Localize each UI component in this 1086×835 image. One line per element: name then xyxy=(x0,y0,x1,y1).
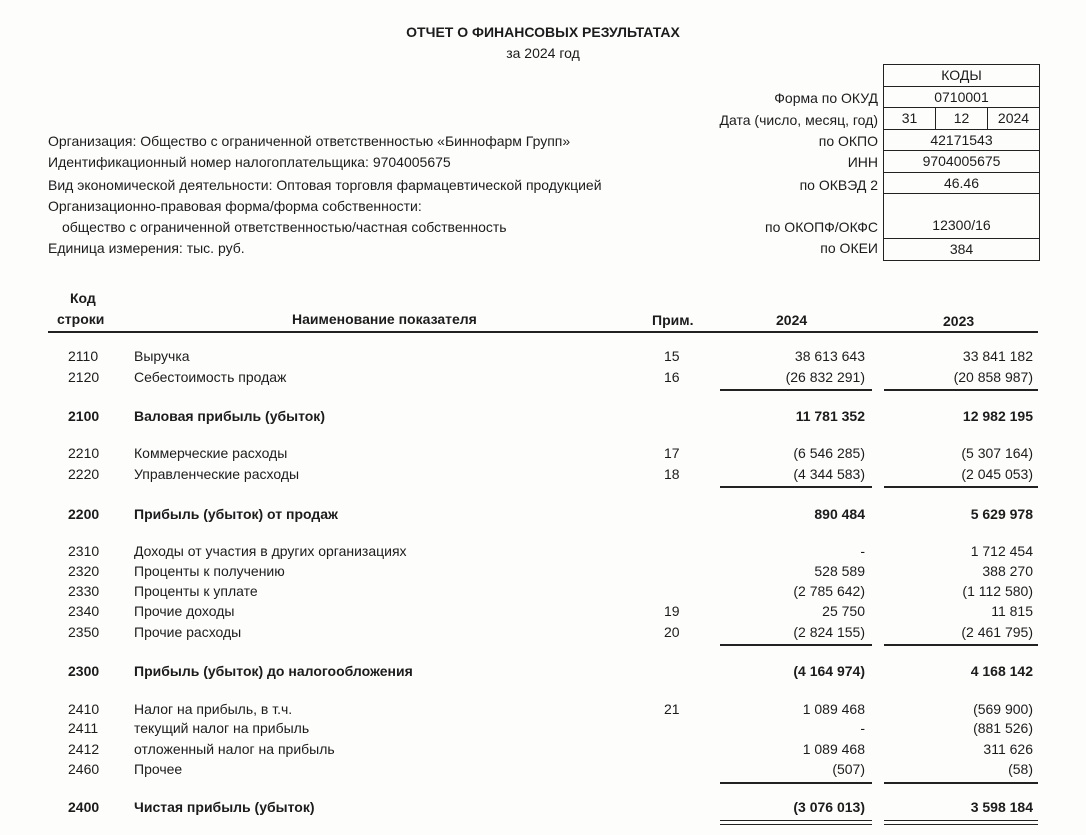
row-name: Проценты к уплате xyxy=(134,583,258,599)
okved-row xyxy=(884,173,1039,195)
okei-row xyxy=(884,239,1039,261)
table-row xyxy=(0,466,1086,486)
row-name: Чистая прибыль (убыток) xyxy=(134,799,315,815)
subtotal-underline xyxy=(720,486,872,488)
okud-label: Форма по ОКУД xyxy=(774,90,878,106)
row-note: 18 xyxy=(664,466,680,482)
subtotal-underline xyxy=(720,389,872,391)
codes-table xyxy=(883,64,1040,261)
legal-form-value: общество с ограниченной ответственностью/частная собственность xyxy=(62,219,507,235)
row-value-2023: 12 982 195 xyxy=(962,408,1033,424)
row-name: Прочие расходы xyxy=(134,624,242,640)
row-note: 21 xyxy=(664,701,680,717)
row-code: 2210 xyxy=(68,445,100,461)
okopf-label: по ОКОПФ/ОКФС xyxy=(765,219,878,235)
row-value-2024: (4 344 583) xyxy=(793,466,865,482)
col-code-header-2: строки xyxy=(57,311,105,327)
col-2023-header: 2023 xyxy=(943,313,975,329)
row-value-2023: 311 626 xyxy=(983,741,1033,757)
row-name: Коммерческие расходы xyxy=(134,445,288,461)
inn-value: 9704005675 xyxy=(922,153,1001,169)
row-name: отложенный налог на прибыль xyxy=(134,741,335,757)
header-divider xyxy=(48,331,1038,333)
legal-form-label: Организационно-правовая форма/форма собственности: xyxy=(48,198,422,214)
row-name: Себестоимость продаж xyxy=(134,369,287,385)
inn-label: ИНН xyxy=(847,154,878,170)
row-value-2024: 1 089 468 xyxy=(802,741,865,757)
table-row xyxy=(0,720,1086,740)
subtotal-underline xyxy=(720,782,872,784)
subtotal-underline xyxy=(884,644,1038,646)
table-row xyxy=(0,445,1086,465)
row-name: Доходы от участия в других организациях xyxy=(134,543,407,559)
row-value-2023: 5 629 978 xyxy=(970,506,1033,522)
row-value-2023: (58) xyxy=(1008,761,1033,777)
subtotal-underline xyxy=(884,782,1038,784)
row-name: Прочие доходы xyxy=(134,603,235,619)
subtotal-underline xyxy=(884,389,1038,391)
okud-value: 0710001 xyxy=(934,88,989,105)
row-code: 2200 xyxy=(68,506,100,522)
row-value-2024: (4 164 974) xyxy=(793,663,865,679)
subtotal-underline xyxy=(720,644,872,646)
row-value-2024: (2 824 155) xyxy=(793,624,865,640)
row-code: 2320 xyxy=(68,563,100,579)
row-value-2023: (1 112 580) xyxy=(962,583,1033,599)
row-value-2024: 25 750 xyxy=(822,603,865,619)
okpo-label: по ОКПО xyxy=(818,133,878,149)
col-note-header: Прим. xyxy=(652,312,694,328)
row-value-2023: (5 307 164) xyxy=(961,445,1033,461)
row-value-2024: 1 089 468 xyxy=(802,701,865,717)
row-value-2024: (2 785 642) xyxy=(793,583,865,599)
row-code: 2350 xyxy=(68,624,100,640)
taxpayer-id: Идентификационный номер налогоплательщика: 9704005675 xyxy=(48,154,451,170)
row-value-2024: (6 546 285) xyxy=(793,445,865,461)
col-2024-header: 2024 xyxy=(776,312,808,328)
table-row xyxy=(0,543,1086,563)
row-value-2024: (26 832 291) xyxy=(785,369,865,385)
table-row xyxy=(0,761,1086,781)
row-code: 2110 xyxy=(68,348,99,364)
table-row-total xyxy=(0,408,1086,428)
okopf-value: 12300/16 xyxy=(932,217,991,233)
row-note: 15 xyxy=(664,348,680,364)
report-period: за 2024 год xyxy=(506,45,580,61)
table-row xyxy=(0,741,1086,761)
okved-value: 46.46 xyxy=(943,174,980,191)
row-value-2023: 388 270 xyxy=(982,563,1033,579)
table-row xyxy=(0,701,1086,721)
report-title: ОТЧЕТ О ФИНАНСОВЫХ РЕЗУЛЬТАТАХ xyxy=(406,24,680,40)
row-note: 16 xyxy=(664,369,680,385)
row-code: 2411 xyxy=(68,720,99,736)
row-value-2023: 11 815 xyxy=(991,603,1033,619)
row-value-2023: (2 461 795) xyxy=(961,624,1033,640)
table-row xyxy=(0,603,1086,623)
okopf-row xyxy=(884,194,1039,239)
row-value-2023: 4 168 142 xyxy=(970,663,1033,679)
table-row xyxy=(0,624,1086,644)
row-name: Прибыль (убыток) от продаж xyxy=(134,506,338,522)
row-code: 2330 xyxy=(68,583,100,599)
codes-header: КОДЫ xyxy=(941,67,982,83)
row-value-2023: (881 526) xyxy=(973,720,1033,736)
row-value-2023: (2 045 053) xyxy=(961,466,1033,482)
col-code-header-1: Код xyxy=(70,290,96,306)
row-value-2024: 890 484 xyxy=(814,506,865,522)
row-code: 2300 xyxy=(68,663,100,679)
row-name: Выручка xyxy=(134,348,190,364)
row-name: Управленческие расходы xyxy=(134,466,300,482)
row-value-2024: 528 589 xyxy=(814,563,865,579)
row-code: 2460 xyxy=(68,761,100,777)
row-code: 2310 xyxy=(68,543,100,559)
row-value-2023: 3 598 184 xyxy=(970,799,1033,815)
row-code: 2340 xyxy=(68,603,100,619)
table-row xyxy=(0,348,1086,368)
row-name: текущий налог на прибыль xyxy=(134,720,310,736)
measurement-unit: Единица измерения: тыс. руб. xyxy=(48,240,245,256)
row-code: 2410 xyxy=(68,701,100,717)
date-label: Дата (число, месяц, год) xyxy=(719,112,878,128)
row-value-2024: - xyxy=(860,720,865,736)
row-code: 2100 xyxy=(68,408,100,424)
row-value-2023: 33 841 182 xyxy=(962,348,1033,364)
row-code: 2400 xyxy=(68,799,100,815)
okei-label: по ОКЕИ xyxy=(820,240,878,256)
row-value-2024: (3 076 013) xyxy=(793,799,865,815)
date-row xyxy=(884,108,1039,130)
table-row xyxy=(0,563,1086,583)
subtotal-underline xyxy=(884,486,1038,488)
table-row xyxy=(0,583,1086,603)
row-value-2024: (507) xyxy=(832,761,865,777)
col-name-header: Наименование показателя xyxy=(292,311,477,327)
row-value-2023: (569 900) xyxy=(973,701,1033,717)
row-name: Проценты к получению xyxy=(134,563,285,579)
row-value-2024: 11 781 352 xyxy=(795,408,865,424)
table-row xyxy=(0,369,1086,389)
okpo-row xyxy=(884,130,1039,152)
row-note: 17 xyxy=(664,445,680,461)
row-value-2024: 38 613 643 xyxy=(794,348,865,364)
row-note: 19 xyxy=(664,603,680,619)
row-value-2023: 1 712 454 xyxy=(970,543,1033,559)
okei-value: 384 xyxy=(949,241,974,257)
row-code: 2120 xyxy=(68,369,100,385)
activity-type: Вид экономической деятельности: Оптовая торговля фармацевтической продукцией xyxy=(48,177,602,193)
total-double-underline xyxy=(884,820,1038,825)
row-name: Прибыль (убыток) до налогообложения xyxy=(134,663,413,679)
table-row-net-profit xyxy=(0,799,1086,819)
date-month: 12 xyxy=(936,108,988,129)
row-note: 20 xyxy=(664,624,680,640)
row-value-2024: - xyxy=(860,543,865,559)
okud-row xyxy=(884,87,1039,109)
row-code: 2412 xyxy=(68,741,100,757)
row-name: Прочее xyxy=(134,761,183,777)
okpo-value: 42171543 xyxy=(930,131,993,148)
organization-name: Организация: Общество с ограниченной ответственностью «Биннофарм Групп» xyxy=(48,133,571,149)
codes-header-row xyxy=(884,65,1039,87)
date-year: 2024 xyxy=(997,110,1030,126)
inn-row xyxy=(884,151,1039,173)
okved-label: по ОКВЭД 2 xyxy=(799,177,878,193)
row-code: 2220 xyxy=(68,466,100,482)
table-row-total xyxy=(0,663,1086,683)
row-name: Валовая прибыль (убыток) xyxy=(134,408,325,424)
row-value-2023: (20 858 987) xyxy=(953,369,1033,385)
date-day: 31 xyxy=(884,108,936,129)
row-name: Налог на прибыль, в т.ч. xyxy=(134,701,293,717)
table-row-total xyxy=(0,506,1086,526)
total-double-underline xyxy=(720,820,872,825)
